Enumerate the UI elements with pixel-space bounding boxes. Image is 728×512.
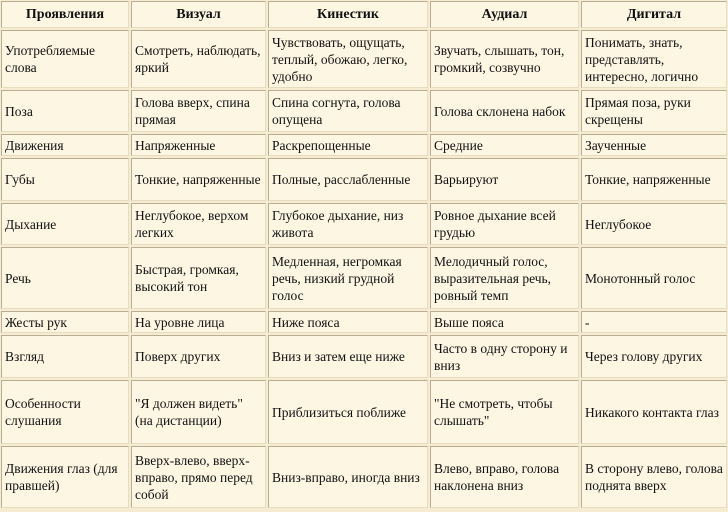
- table-cell: Поверх других: [131, 335, 266, 378]
- row-label: Жесты рук: [1, 311, 129, 333]
- header-cell: Аудиал: [430, 1, 579, 28]
- table-cell: Неглубокое: [581, 203, 727, 245]
- table-cell: Глубокое дыхание, низ живота: [268, 203, 428, 245]
- row-label: Взгляд: [1, 335, 129, 378]
- header-cell: Кинестик: [268, 1, 428, 28]
- table-cell: Приблизиться поближе: [268, 380, 428, 444]
- table-cell: Ниже пояса: [268, 311, 428, 333]
- table-cell: В сторону влево, голова поднята вверх: [581, 446, 727, 508]
- table-cell: Медленная, негромкая речь, низкий грудной голос: [268, 247, 428, 309]
- table-cell: Тонкие, напряженные: [581, 158, 727, 201]
- table-cell: Часто в одну сторону и вниз: [430, 335, 579, 378]
- table-cell: Полные, расслабленные: [268, 158, 428, 201]
- table-row: [1, 90, 727, 132]
- table-cell: Вниз и затем еще ниже: [268, 335, 428, 378]
- table-cell: "Не смотреть, чтобы слышать": [430, 380, 579, 444]
- table-cell: Понимать, знать, представлять, интересно, логично: [581, 30, 727, 88]
- table-row: [1, 311, 727, 333]
- row-label: Движения: [1, 134, 129, 156]
- table-cell: Голова склонена набок: [430, 90, 579, 132]
- table-cell: Напряженные: [131, 134, 266, 156]
- table-cell: Монотонный голос: [581, 247, 727, 309]
- table-cell: Через голову других: [581, 335, 727, 378]
- table-cell: Тонкие, напряженные: [131, 158, 266, 201]
- table-row: [1, 446, 727, 508]
- table-row: [1, 335, 727, 378]
- table-cell: -: [581, 311, 727, 333]
- table-cell: Неглубокое, верхом легких: [131, 203, 266, 245]
- table-row: [1, 203, 727, 245]
- table-row: [1, 247, 727, 309]
- row-label: Употребляемые слова: [1, 30, 129, 88]
- table-cell: Прямая поза, руки скрещены: [581, 90, 727, 132]
- table-cell: Никакого контакта глаз: [581, 380, 727, 444]
- row-label: Дыхание: [1, 203, 129, 245]
- table-cell: Заученные: [581, 134, 727, 156]
- table-cell: Средние: [430, 134, 579, 156]
- table-cell: Смотреть, наблюдать, яркий: [131, 30, 266, 88]
- table-row: [1, 380, 727, 444]
- table-cell: Ровное дыхание всей грудью: [430, 203, 579, 245]
- table-row: [1, 30, 727, 88]
- table-cell: На уровне лица: [131, 311, 266, 333]
- table-row: [1, 158, 727, 201]
- table-cell: Вверх-влево, вверх-вправо, прямо перед собой: [131, 446, 266, 508]
- header-row: [1, 1, 727, 28]
- table-cell: Вниз-вправо, иногда вниз: [268, 446, 428, 508]
- row-label: Губы: [1, 158, 129, 201]
- table-cell: "Я должен видеть" (на дистанции): [131, 380, 266, 444]
- table-cell: Звучать, слышать, тон, громкий, созвучно: [430, 30, 579, 88]
- row-label: Речь: [1, 247, 129, 309]
- row-label: Поза: [1, 90, 129, 132]
- table-cell: Варьируют: [430, 158, 579, 201]
- row-label: Особенности слушания: [1, 380, 129, 444]
- table-row: [1, 134, 727, 156]
- table-cell: Раскрепощенные: [268, 134, 428, 156]
- header-cell: Проявления: [1, 1, 129, 28]
- table-cell: Выше пояса: [430, 311, 579, 333]
- table-cell: Влево, вправо, голова наклонена вниз: [430, 446, 579, 508]
- table-cell: Голова вверх, спина прямая: [131, 90, 266, 132]
- row-label: Движения глаз (для правшей): [1, 446, 129, 508]
- header-cell: Дигитал: [581, 1, 727, 28]
- table-cell: Быстрая, громкая, высокий тон: [131, 247, 266, 309]
- header-cell: Визуал: [131, 1, 266, 28]
- table-cell: Чувствовать, ощущать, теплый, обожаю, легко, удобно: [268, 30, 428, 88]
- table-cell: Мелодичный голос, выразительная речь, ровный темп: [430, 247, 579, 309]
- table-cell: Спина согнута, голова опущена: [268, 90, 428, 132]
